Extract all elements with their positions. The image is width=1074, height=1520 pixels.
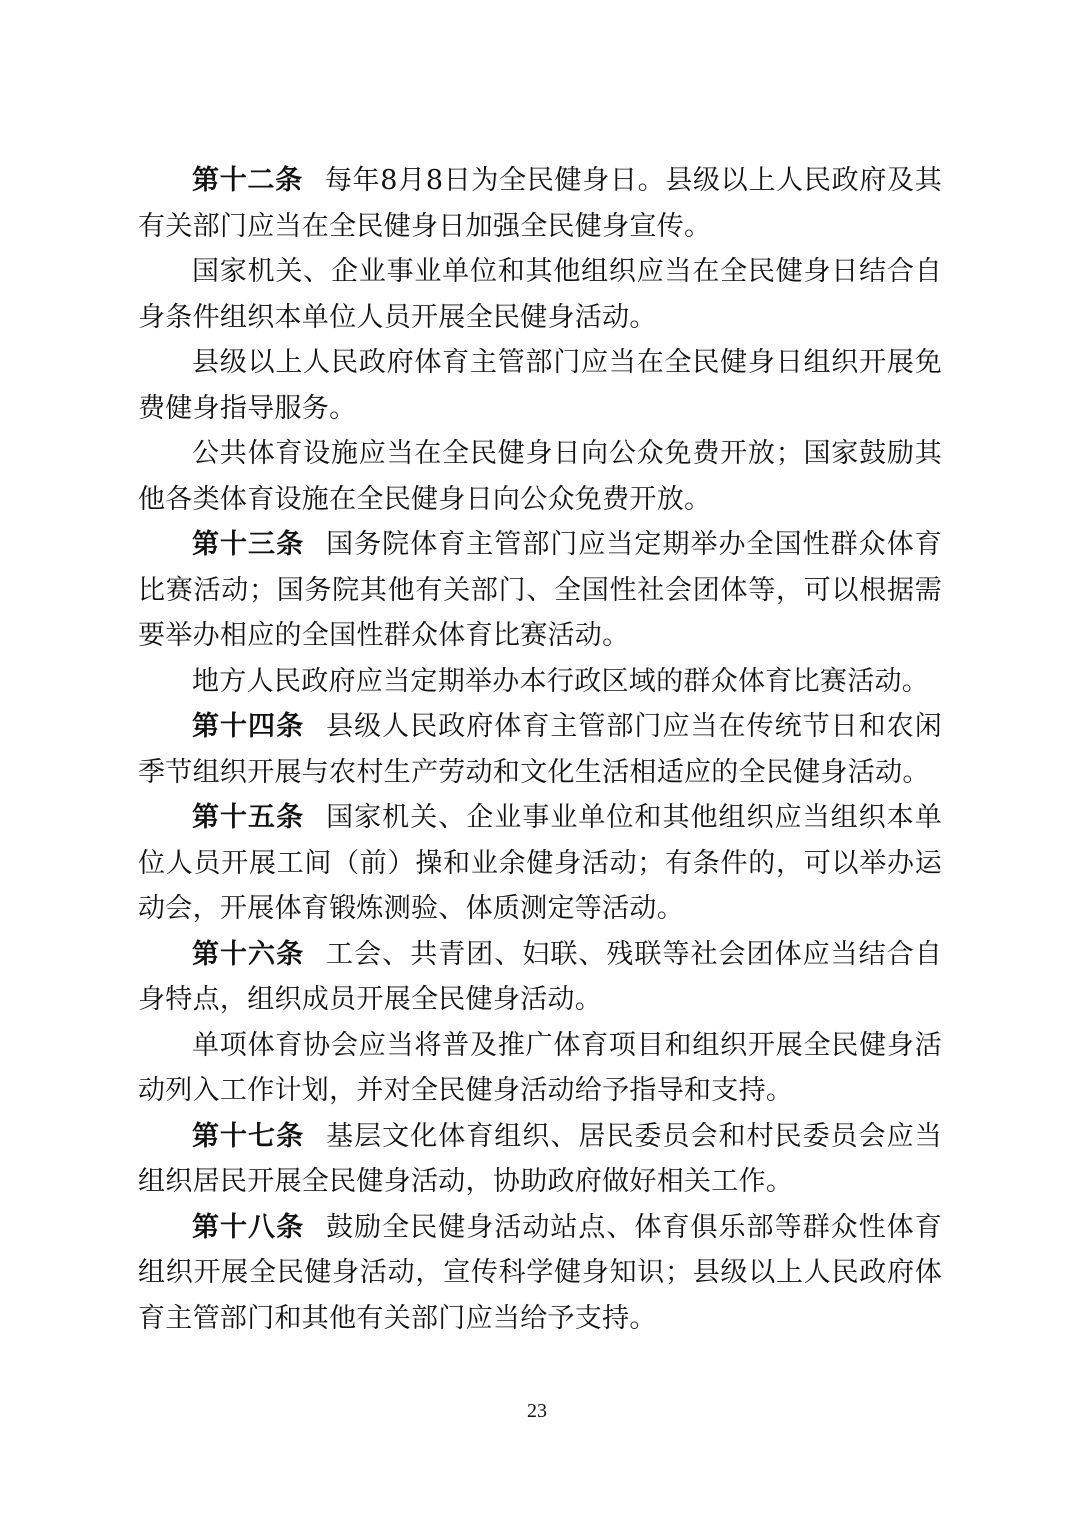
paragraph xyxy=(138,340,942,431)
paragraph xyxy=(138,249,942,340)
paragraph-text: 基层文化体育组织、居民委员会和村民委员会应当组织居民开展全民健身活动，协助政府做好相关工作。 xyxy=(138,1120,943,1197)
paragraph-article-13 xyxy=(138,522,942,659)
paragraph-text: 县级以上人民政府体育主管部门应当在全民健身日组织开展免费健身指导服务。 xyxy=(138,347,942,424)
article-number: 第十七条 xyxy=(192,1120,305,1152)
paragraph-article-18 xyxy=(138,1205,942,1342)
paragraph xyxy=(138,659,942,705)
paragraph-text: 国务院体育主管部门应当定期举办全国性群众体育比赛活动；国务院其他有关部门、全国性社会团体等，可以根据需要举办相应的全国性群众体育比赛活动。 xyxy=(138,529,943,651)
document-body xyxy=(138,158,942,1341)
paragraph-article-17 xyxy=(138,1114,942,1205)
paragraph-text: 单项体育协会应当将普及推广体育项目和组织开展全民健身活动列入工作计划，并对全民健身活动给予指导和支持。 xyxy=(138,1029,942,1106)
paragraph-text: 公共体育设施应当在全民健身日向公众免费开放；国家鼓励其他各类体育设施在全民健身日向公众免费开放。 xyxy=(138,438,942,515)
paragraph xyxy=(138,1023,942,1114)
page-number: 23 xyxy=(527,1400,547,1422)
paragraph-text: 县级人民政府体育主管部门应当在传统节日和农闲季节组织开展与农村生产劳动和文化生活相适应的全民健身活动。 xyxy=(138,711,943,788)
paragraph-text: 地方人民政府应当定期举办本行政区域的群众体育比赛活动。 xyxy=(192,665,930,697)
article-number: 第十二条 xyxy=(192,165,303,196)
paragraph-article-15 xyxy=(138,795,942,932)
paragraph-article-16 xyxy=(138,932,942,1023)
paragraph-text: 鼓励全民健身活动站点、体育俱乐部等群众性体育组织开展全民健身活动，宣传科学健身知识；县级以上人民政府体育主管部门和其他有关部门应当给予支持。 xyxy=(138,1211,943,1334)
article-number: 第十四条 xyxy=(192,711,305,742)
paragraph-text: 国家机关、企业事业单位和其他组织应当组织本单位人员开展工间（前）操和业余健身活动；有条件的，可以举办运动会，开展体育锻炼测验、体质测定等活动。 xyxy=(138,802,943,924)
article-number: 第十三条 xyxy=(192,529,305,560)
paragraph-article-12 xyxy=(138,158,942,249)
paragraph-article-14 xyxy=(138,704,942,795)
paragraph-text: 工会、共青团、妇联、残联等社会团体应当结合自身特点，组织成员开展全民健身活动。 xyxy=(138,938,943,1015)
article-number: 第十六条 xyxy=(192,938,305,970)
paragraph-text: 国家机关、企业事业单位和其他组织应当在全民健身日结合自身条件组织本单位人员开展全民健身活动。 xyxy=(138,256,942,333)
paragraph xyxy=(138,431,942,522)
article-number: 第十八条 xyxy=(192,1211,305,1243)
article-number: 第十五条 xyxy=(192,802,305,833)
paragraph-text: 每年8月8日为全民健身日。县级以上人民政府及其有关部门应当在全民健身日加强全民健身宣传。 xyxy=(138,165,942,242)
